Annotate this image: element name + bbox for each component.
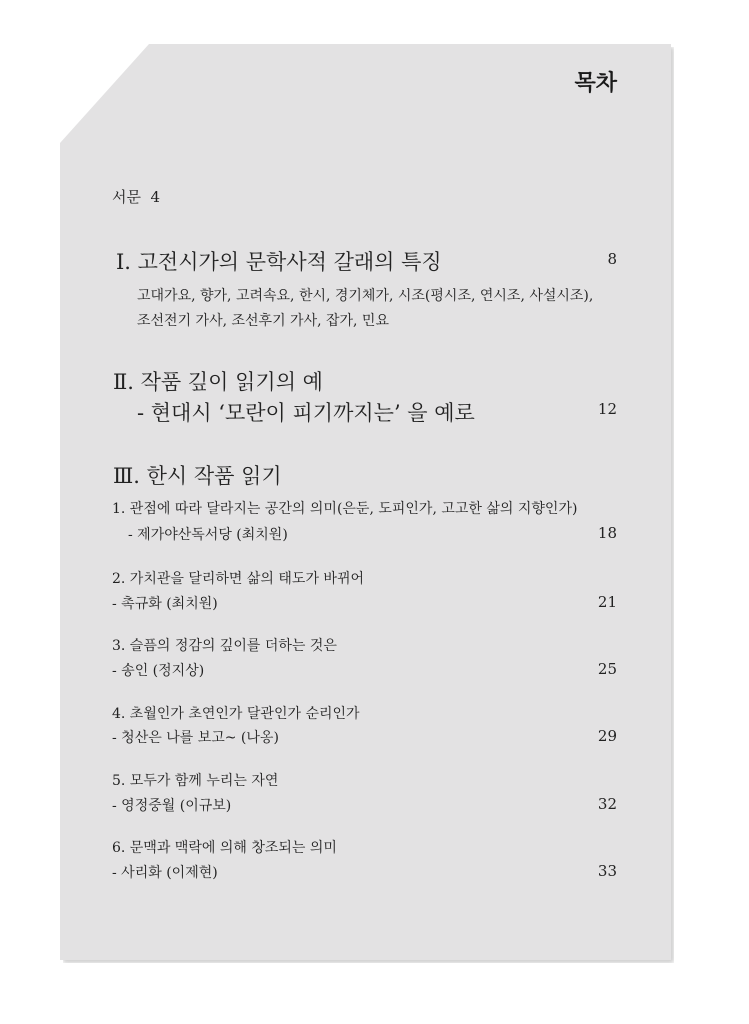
list-item-2-work: - 촉규화 (최치원) [112, 596, 218, 612]
list-item-5-page: 32 [597, 795, 617, 813]
section-1-sub-line-1: 고대가요, 향가, 고려속요, 한시, 경기체가, 시조(평시조, 연시조, 사설시조), [137, 288, 594, 304]
list-item-3-title: 3. 슬픔의 정감의 깊이를 더하는 것은 [112, 638, 337, 654]
list-item-4-work: - 청산은 나를 보고~ (나옹) [112, 730, 279, 746]
list-item-4-page: 29 [597, 727, 617, 745]
list-item-6-work: - 사리화 (이제현) [112, 865, 218, 881]
page-title: 목차 [574, 70, 617, 96]
list-item-1-title: 1. 관점에 따라 달라지는 공간의 의미(은둔, 도피인가, 고고한 삶의 지향인가) [112, 501, 578, 517]
list-item-1-work: - 제가야산독서당 (최치원) [128, 527, 288, 543]
section-1-sub-line-2: 조선전기 가사, 조선후기 가사, 잡가, 민요 [137, 313, 389, 329]
intro-entry: 서문 4 [112, 188, 161, 206]
list-item-3-page: 25 [597, 660, 617, 678]
section-2-page: 12 [597, 400, 617, 418]
section-1-page: 8 [607, 250, 617, 268]
section-2-heading: Ⅱ. 작품 깊이 읽기의 예 [113, 370, 323, 394]
list-item-2-page: 21 [597, 593, 617, 611]
list-item-2-title: 2. 가치관을 달리하면 삶의 태도가 바뀌어 [112, 571, 364, 587]
list-item-6-title: 6. 문맥과 맥락에 의해 창조되는 의미 [112, 840, 337, 856]
list-item-5-work: - 영정중월 (이규보) [112, 798, 232, 814]
list-item-1-page: 18 [597, 524, 617, 542]
section-1-heading: Ⅰ. 고전시가의 문학사적 갈래의 특징 [116, 250, 442, 274]
list-item-4-title: 4. 초월인가 초연인가 달관인가 순리인가 [112, 706, 360, 722]
list-item-6-page: 33 [597, 862, 617, 880]
section-2-subheading: - 현대시 ‘모란이 피기까지는’ 을 예로 [137, 401, 475, 425]
list-item-5-title: 5. 모두가 함께 누리는 자연 [112, 773, 279, 789]
section-3-heading: Ⅲ. 한시 작품 읽기 [113, 464, 282, 488]
list-item-3-work: - 송인 (정지상) [112, 663, 205, 679]
